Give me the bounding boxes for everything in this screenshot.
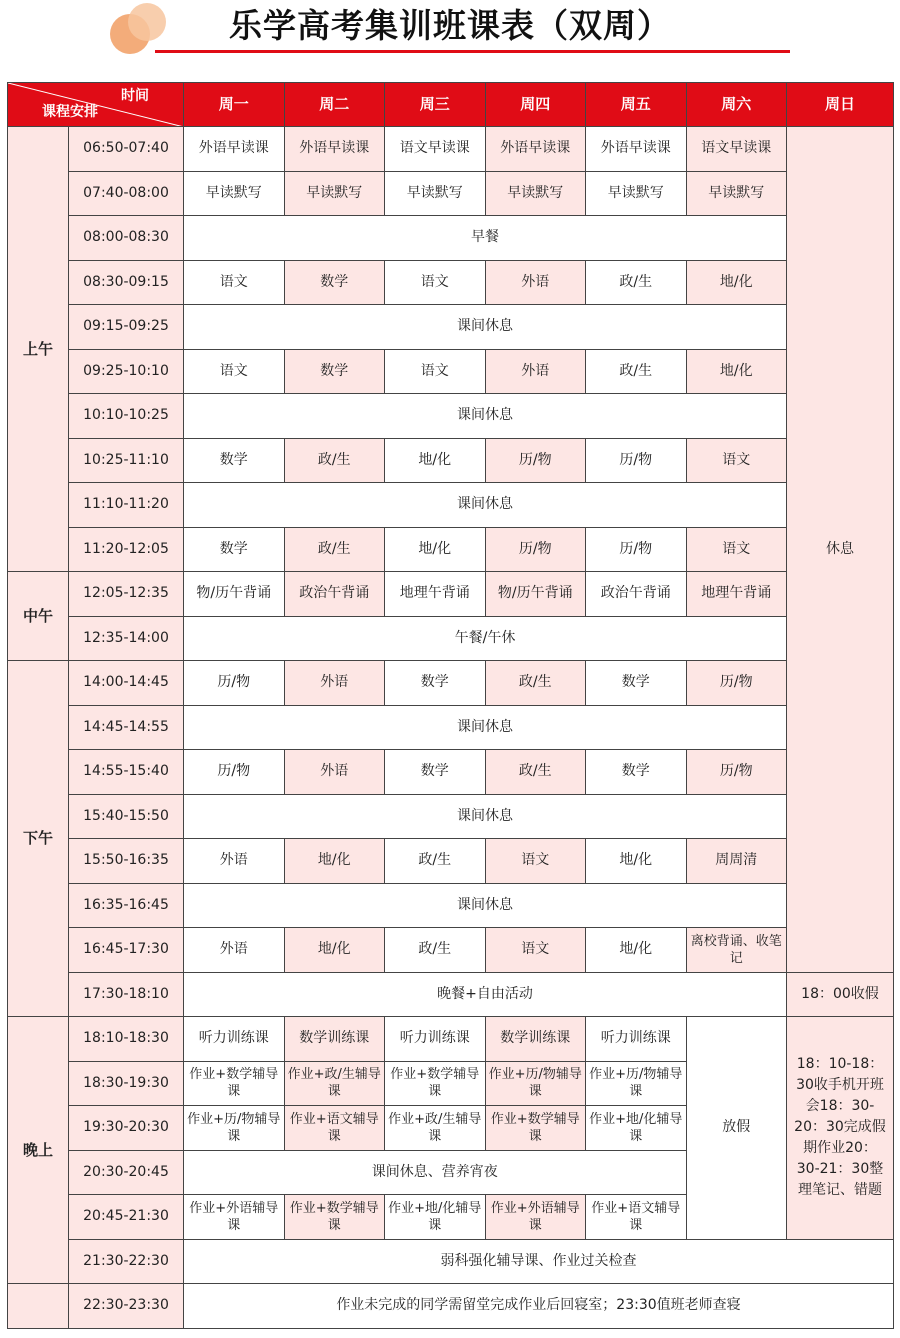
- time-cell: 10:25-11:10: [69, 438, 184, 483]
- course-cell: 政/生: [284, 527, 385, 572]
- course-cell: 数学: [284, 260, 385, 305]
- course-cell: 作业+数学辅导课: [184, 1061, 285, 1106]
- course-cell: 物/历午背诵: [184, 572, 285, 617]
- table-row: [8, 394, 894, 439]
- time-cell: 16:45-17:30: [69, 928, 184, 973]
- time-cell: 20:30-20:45: [69, 1150, 184, 1195]
- span-cell: 课间休息: [184, 705, 787, 750]
- table-row: [8, 972, 894, 1017]
- course-cell: 外语: [184, 928, 285, 973]
- table-row: [8, 305, 894, 350]
- corner-cell: [8, 83, 184, 127]
- table-row: [8, 216, 894, 261]
- time-cell: 12:35-14:00: [69, 616, 184, 661]
- time-cell: 14:55-15:40: [69, 750, 184, 795]
- course-cell: 政/生: [385, 928, 486, 973]
- course-cell: 政/生: [485, 661, 586, 706]
- course-cell: 地/化: [284, 839, 385, 884]
- course-cell: 语文: [485, 928, 586, 973]
- table-row: [8, 1284, 894, 1329]
- time-cell: 10:10-10:25: [69, 394, 184, 439]
- time-cell: 15:40-15:50: [69, 794, 184, 839]
- table-row: [8, 260, 894, 305]
- table-row: [8, 171, 894, 216]
- period-cell: 中午: [8, 572, 69, 661]
- course-cell: 作业+外语辅导课: [485, 1195, 586, 1240]
- course-cell: 地/化: [686, 349, 787, 394]
- time-cell: 21:30-22:30: [69, 1239, 184, 1284]
- course-cell: 外语: [485, 260, 586, 305]
- course-cell: 语文: [385, 349, 486, 394]
- course-cell: 作业+数学辅导课: [485, 1106, 586, 1151]
- course-cell: 外语: [485, 349, 586, 394]
- course-cell: 数学: [586, 750, 687, 795]
- course-cell: 地理午背诵: [385, 572, 486, 617]
- day-header: 周三: [385, 83, 486, 127]
- span-cell: 午餐/午休: [184, 616, 787, 661]
- course-cell: 历/物: [485, 527, 586, 572]
- course-cell: 政治午背诵: [284, 572, 385, 617]
- period-cell: [8, 1284, 69, 1329]
- course-cell: 作业+地/化辅导课: [385, 1195, 486, 1240]
- course-cell: 地/化: [686, 260, 787, 305]
- course-cell: 听力训练课: [184, 1017, 285, 1062]
- table-row: [8, 572, 894, 617]
- table-row: [8, 839, 894, 884]
- page-title: 乐学高考集训班课表（双周）: [229, 6, 671, 45]
- course-cell: 数学: [284, 349, 385, 394]
- time-cell: 16:35-16:45: [69, 883, 184, 928]
- period-cell: 上午: [8, 127, 69, 572]
- course-cell: 政/生: [586, 260, 687, 305]
- table-row: [8, 794, 894, 839]
- day-header: 周一: [184, 83, 285, 127]
- course-cell: 历/物: [586, 438, 687, 483]
- day-header: 周六: [686, 83, 787, 127]
- course-cell: 外语: [284, 750, 385, 795]
- course-cell: 历/物: [686, 661, 787, 706]
- time-cell: 09:15-09:25: [69, 305, 184, 350]
- table-row: [8, 661, 894, 706]
- course-cell: 地理午背诵: [686, 572, 787, 617]
- course-cell: 政/生: [284, 438, 385, 483]
- table-row: [8, 349, 894, 394]
- table-row: [8, 883, 894, 928]
- course-cell: 语文早读课: [385, 127, 486, 172]
- course-cell: 地/化: [385, 438, 486, 483]
- course-cell: 政/生: [586, 349, 687, 394]
- course-cell: 数学训练课: [485, 1017, 586, 1062]
- course-cell: 作业+历/物辅导课: [586, 1061, 687, 1106]
- course-cell: 外语早读课: [184, 127, 285, 172]
- course-cell: 早读默写: [184, 171, 285, 216]
- time-cell: 20:45-21:30: [69, 1195, 184, 1240]
- course-cell: 听力训练课: [385, 1017, 486, 1062]
- course-cell: 历/物: [686, 750, 787, 795]
- time-cell: 22:30-23:30: [69, 1284, 184, 1329]
- period-cell: 晚上: [8, 1017, 69, 1284]
- course-cell: 历/物: [184, 750, 285, 795]
- table-row: [8, 750, 894, 795]
- course-cell: 作业+语文辅导课: [586, 1195, 687, 1240]
- course-cell: 地/化: [586, 839, 687, 884]
- span-cell: 早餐: [184, 216, 787, 261]
- course-cell: 地/化: [586, 928, 687, 973]
- table-row: [8, 616, 894, 661]
- title-underline: [155, 50, 790, 53]
- course-cell: 数学: [184, 438, 285, 483]
- course-cell: 数学: [385, 661, 486, 706]
- time-cell: 06:50-07:40: [69, 127, 184, 172]
- course-cell: 作业+政/生辅导课: [385, 1106, 486, 1151]
- course-cell: 政/生: [385, 839, 486, 884]
- time-cell: 18:10-18:30: [69, 1017, 184, 1062]
- table-row: [8, 928, 894, 973]
- course-cell: 早读默写: [485, 171, 586, 216]
- time-cell: 17:30-18:10: [69, 972, 184, 1017]
- course-cell: 历/物: [485, 438, 586, 483]
- span-cell: 课间休息: [184, 794, 787, 839]
- sunday-leave-cell: 18：00收假: [787, 972, 894, 1017]
- course-cell: 早读默写: [385, 171, 486, 216]
- span-cell: 课间休息: [184, 394, 787, 439]
- time-cell: 18:30-19:30: [69, 1061, 184, 1106]
- saturday-leave-cell: 放假: [686, 1017, 787, 1240]
- course-cell: 外语早读课: [284, 127, 385, 172]
- span-cell: 课间休息、营养宵夜: [184, 1150, 687, 1195]
- course-cell: 语文: [385, 260, 486, 305]
- course-cell: 政/生: [485, 750, 586, 795]
- span-cell: 课间休息: [184, 483, 787, 528]
- span-cell: 课间休息: [184, 883, 787, 928]
- day-header: 周二: [284, 83, 385, 127]
- time-cell: 07:40-08:00: [69, 171, 184, 216]
- course-cell: 地/化: [284, 928, 385, 973]
- span-cell: 弱科强化辅导课、作业过关检查: [184, 1239, 894, 1284]
- time-cell: 14:00-14:45: [69, 661, 184, 706]
- span-cell: 作业未完成的同学需留堂完成作业后回寝室；23:30值班老师查寝: [184, 1284, 894, 1329]
- course-cell: 作业+语文辅导课: [284, 1106, 385, 1151]
- course-cell: 作业+外语辅导课: [184, 1195, 285, 1240]
- corner-course-label: 课程安排: [42, 104, 98, 120]
- table-row: [8, 705, 894, 750]
- time-cell: 08:00-08:30: [69, 216, 184, 261]
- time-cell: 09:25-10:10: [69, 349, 184, 394]
- day-header: 周五: [586, 83, 687, 127]
- course-cell: 早读默写: [284, 171, 385, 216]
- course-cell: 地/化: [385, 527, 486, 572]
- course-cell: 外语: [184, 839, 285, 884]
- course-cell: 外语早读课: [586, 127, 687, 172]
- day-header: 周四: [485, 83, 586, 127]
- course-cell: 数学: [184, 527, 285, 572]
- corner-time-label: 时间: [121, 88, 149, 104]
- course-cell: 听力训练课: [586, 1017, 687, 1062]
- course-cell: 历/物: [184, 661, 285, 706]
- course-cell: 外语早读课: [485, 127, 586, 172]
- time-cell: 12:05-12:35: [69, 572, 184, 617]
- course-cell: 政治午背诵: [586, 572, 687, 617]
- course-cell: 物/历午背诵: [485, 572, 586, 617]
- table-row: [8, 1017, 894, 1062]
- course-cell: 作业+地/化辅导课: [586, 1106, 687, 1151]
- schedule-table: [7, 82, 894, 1329]
- course-cell: 数学: [586, 661, 687, 706]
- span-cell: 晚餐+自由活动: [184, 972, 787, 1017]
- time-cell: 08:30-09:15: [69, 260, 184, 305]
- course-cell: 早读默写: [686, 171, 787, 216]
- table-row: [8, 438, 894, 483]
- course-cell: 作业+政/生辅导课: [284, 1061, 385, 1106]
- table-row: [8, 1239, 894, 1284]
- time-cell: 11:10-11:20: [69, 483, 184, 528]
- span-cell: 课间休息: [184, 305, 787, 350]
- course-cell: 数学: [385, 750, 486, 795]
- table-row: [8, 127, 894, 172]
- course-cell: 作业+历/物辅导课: [485, 1061, 586, 1106]
- course-cell: 早读默写: [586, 171, 687, 216]
- course-cell: 历/物: [586, 527, 687, 572]
- course-cell: 语文: [686, 438, 787, 483]
- course-cell: 周周清: [686, 839, 787, 884]
- time-cell: 14:45-14:55: [69, 705, 184, 750]
- time-cell: 15:50-16:35: [69, 839, 184, 884]
- course-cell: 语文: [686, 527, 787, 572]
- course-cell: 作业+历/物辅导课: [184, 1106, 285, 1151]
- course-cell: 离校背诵、收笔记: [686, 928, 787, 973]
- table-row: [8, 527, 894, 572]
- header-row: [8, 83, 894, 127]
- course-cell: 外语: [284, 661, 385, 706]
- course-cell: 语文: [485, 839, 586, 884]
- page-header: [0, 0, 900, 80]
- decor-circle-icon: [128, 3, 166, 41]
- time-cell: 19:30-20:30: [69, 1106, 184, 1151]
- course-cell: 语文早读课: [686, 127, 787, 172]
- course-cell: 语文: [184, 349, 285, 394]
- course-cell: 作业+数学辅导课: [385, 1061, 486, 1106]
- course-cell: 数学训练课: [284, 1017, 385, 1062]
- sunday-evening-cell: 18：10-18：30收手机开班会18：30-20：30完成假期作业20：30-21：30整理笔记、错题: [787, 1017, 894, 1240]
- period-cell: 下午: [8, 661, 69, 1017]
- course-cell: 语文: [184, 260, 285, 305]
- day-header: 周日: [787, 83, 894, 127]
- sunday-rest-cell: 休息: [787, 127, 894, 973]
- table-row: [8, 483, 894, 528]
- course-cell: 作业+数学辅导课: [284, 1195, 385, 1240]
- time-cell: 11:20-12:05: [69, 527, 184, 572]
